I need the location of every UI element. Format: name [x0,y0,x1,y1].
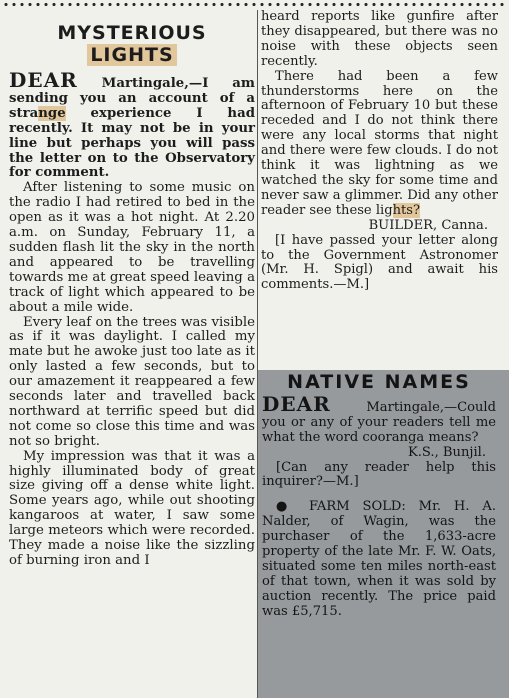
native-names-and-farm-section [262,372,496,620]
letter-mysterious-lights-column-1 [9,10,255,569]
headline-lights-highlight: LIGHTS [87,44,176,66]
paragraph-continuation: heard reports like gunfire after they disappeared, but there was no noise with these objects seen recently. [261,9,498,69]
paragraph-thunderstorms: There had been a few thunderstorms here on the afternoon of February 10 but these receded and I do not think there were any local storms that night and there were few clouds. I do not think it was lightning as we watched the sky for some time and never saw a glimmer. Did any other reader see these lights? [261,68,498,218]
headline-lights [9,44,255,67]
headline-native-names: NATIVE NAMES [287,371,471,393]
highlighted-word-lights: hts? [392,202,421,218]
headline-mysterious: MYSTERIOUS [57,22,207,44]
dear-dropcap: DEAR [9,68,78,92]
paragraph-impression: My impression was that it was a highly illuminated body of great size giving off a dense white light. Some years ago, while out shooting kangaroos at water, I saw some large meteors which were recorded. They made a noise like the sizzling of burning iron and I [9,448,255,568]
paragraph-radio-flash: After listening to some music on the radio I had retired to bed in the open as it was a hot night. At 2.20 a.m. on Sunday, February 11, a sudden flash lit the sky in the north and appeared to be travelling towards me at great speed leaving a track of light which appeared to be about a mile wide. [9,180,255,315]
editor-reply-astronomer: [I have passed your letter along to the Government Astronomer (Mr. H. Spigl) and await his comments.—M.] [261,232,498,293]
dear-dropcap-2: DEAR [262,391,331,416]
signature-ks-bunjil: K.S., Bunjil. [407,444,486,460]
signature-builder: BUILDER, Canna. [368,217,488,233]
letter-mysterious-lights-column-2 [261,10,498,293]
letter-opening: DEAR Martingale,—I am sending you an account of a strange experience I had recently. It may not be in your line but perhaps you will pass the letter on to the Observatory for comment. [9,68,255,181]
editor-reply-inquirer: [Can any reader help this inquirer?—M.] [262,459,496,490]
highlighted-word-strange: nge [38,105,66,121]
farm-sold-notice: ● FARM SOLD: Mr. H. A. Nalder, of Wagin, was the purchaser of the 1,633-acre property of the late Mr. F. W. Oats, situated some ten miles north-east of that town, when it was sold by auction recently. The price paid was £5,715. [262,499,496,619]
dotted-top-rule [2,0,507,9]
native-names-letter: DEAR Martingale,—Could you or any of your readers tell me what the word cooranga means? [262,391,496,445]
paragraph-every-leaf: Every leaf on the trees was visible as if it was daylight. I called my mate but he awoke just too late as it only lasted a few seconds, but to our amazement it reappeared a few seconds later and travelled back northward at terrific speed but did not come so close this time and was not so bright. [9,314,255,449]
